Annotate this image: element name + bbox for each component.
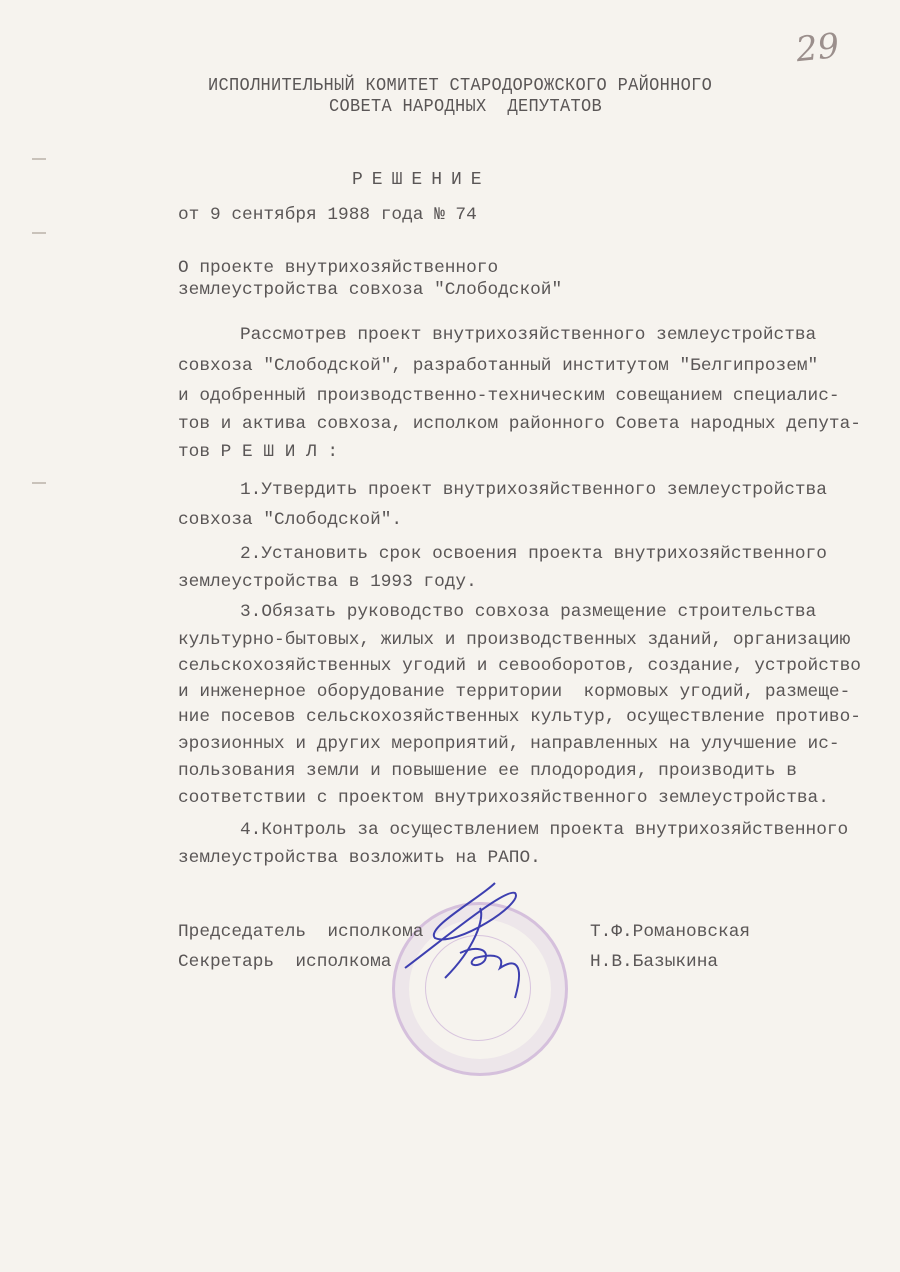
body-text-line: тов Р Е Ш И Л : [178,442,339,462]
scan-mark [32,482,46,484]
handwritten-signature [385,878,565,1008]
body-text-line: 4.Контроль за осуществлением проекта внутрихозяйственного [240,820,849,840]
secretary-role: Секретарь исполкома [178,952,392,972]
body-text-line: землеустройства в 1993 году. [178,572,477,592]
chairman-role: Председатель исполкома [178,922,424,942]
body-text-line: 3.Обязать руководство совхоза размещение строительства [240,602,817,622]
date-number-line: от 9 сентября 1988 года № 74 [178,205,477,225]
body-text-line: землеустройства возложить на РАПО. [178,848,541,868]
body-text-line: Рассмотрев проект внутрихозяйственного землеустройства [240,325,817,345]
body-text-line: культурно-бытовых, жилых и производственных зданий, организацию [178,630,851,650]
body-text-line: и одобренный производственно-техническим совещанием специалис- [178,386,840,406]
body-text-line: совхоза "Слободской". [178,510,403,530]
body-text-line: и инженерное оборудование территории кормовых угодий, размеще- [178,682,851,702]
body-text-line: сельскохозяйственных угодий и севооборотов, создание, устройство [178,656,861,676]
chairman-name: Т.Ф.Романовская [590,922,751,942]
body-text-line: соответствии с проектом внутрихозяйственного землеустройства. [178,788,829,808]
body-text-line: 2.Установить срок освоения проекта внутрихозяйственного [240,544,827,564]
body-text-line: 1.Утвердить проект внутрихозяйственного землеустройства [240,480,827,500]
document-title: РЕШЕНИЕ [352,170,491,190]
body-text-line: ние посевов сельскохозяйственных культур, осуществление противо- [178,707,861,727]
scan-mark [32,158,46,160]
issuer-line-2: СОВЕТА НАРОДНЫХ ДЕПУТАТОВ [329,97,603,118]
handwritten-page-number: 29 [794,25,842,71]
secretary-name: Н.В.Базыкина [590,952,719,972]
body-text-line: эрозионных и других мероприятий, направленных на улучшение ис- [178,734,840,754]
body-text-line: пользования земли и повышение ее плодородия, производить в [178,761,797,781]
body-text-line: совхоза "Слободской", разработанный институтом "Белгипрозем" [178,356,819,376]
body-text-line: тов и актива совхоза, исполком районного Совета народных депута- [178,414,861,434]
scan-mark [32,232,46,234]
issuer-line-1: ИСПОЛНИТЕЛЬНЫЙ КОМИТЕТ СТАРОДОРОЖСКОГО РАЙОННОГО [208,76,713,97]
subject-line: О проекте внутрихозяйственного [178,258,499,278]
subject-line: землеустройства совхоза "Слободской" [178,280,563,300]
